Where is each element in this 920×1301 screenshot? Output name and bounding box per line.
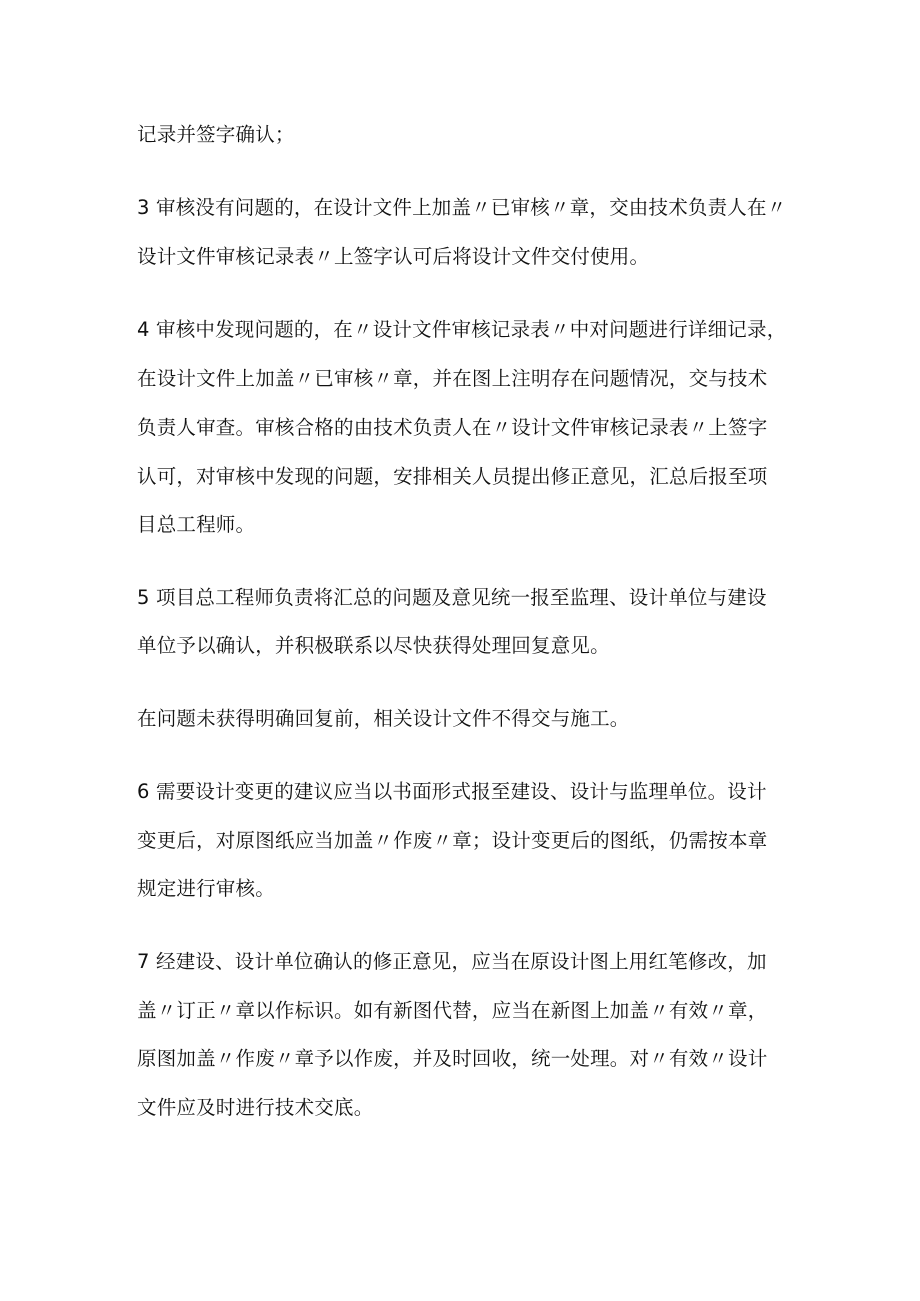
- text-line: 单位予以确认，并积极联系以尽快获得处理回复意见。: [137, 634, 610, 657]
- text-line: 记录并签字确认；: [137, 123, 295, 146]
- text-line: 5 项目总工程师负责将汇总的问题及意见统一报至监理、设计单位与建设: [137, 586, 767, 609]
- text-line: 目总工程师。: [137, 513, 256, 536]
- text-line: 负责人审查。审核合格的由技术负责人在〃设计文件审核记录表〃上签字: [137, 416, 768, 439]
- text-line: 7 经建设、设计单位确认的修正意见，应当在原设计图上用红笔修改，加: [137, 950, 767, 973]
- text-line: 原图加盖〃作废〃章予以作废，并及时回收，统一处理。对〃有效〃设计: [137, 1047, 768, 1070]
- text-line: 盖〃订正〃章以作标识。如有新图代替，应当在新图上加盖〃有效〃章，: [137, 999, 768, 1022]
- text-line: 4 审核中发现问题的，在〃设计文件审核记录表〃中对问题进行详细记录，: [137, 318, 787, 341]
- text-line: 文件应及时进行技术交底。: [137, 1096, 374, 1119]
- text-line: 在设计文件上加盖〃已审核〃章，并在图上注明存在问题情况，交与技术: [137, 367, 768, 390]
- text-line: 6 需要设计变更的建议应当以书面形式报至建设、设计与监理单位。设计: [137, 780, 767, 803]
- text-line: 3 审核没有问题的，在设计文件上加盖〃已审核〃章，交由技术负责人在〃: [137, 196, 787, 219]
- text-line: 设计文件审核记录表〃上签字认可后将设计文件交付使用。: [137, 245, 650, 268]
- text-line: 在问题未获得明确回复前，相关设计文件不得交与施工。: [137, 707, 630, 730]
- text-line: 变更后，对原图纸应当加盖〃作废〃章；设计变更后的图纸，仍需按本章: [137, 829, 768, 852]
- text-line: 规定进行审核。: [137, 877, 275, 900]
- text-line: 认可，对审核中发现的问题，安排相关人员提出修正意见，汇总后报至项: [137, 465, 768, 488]
